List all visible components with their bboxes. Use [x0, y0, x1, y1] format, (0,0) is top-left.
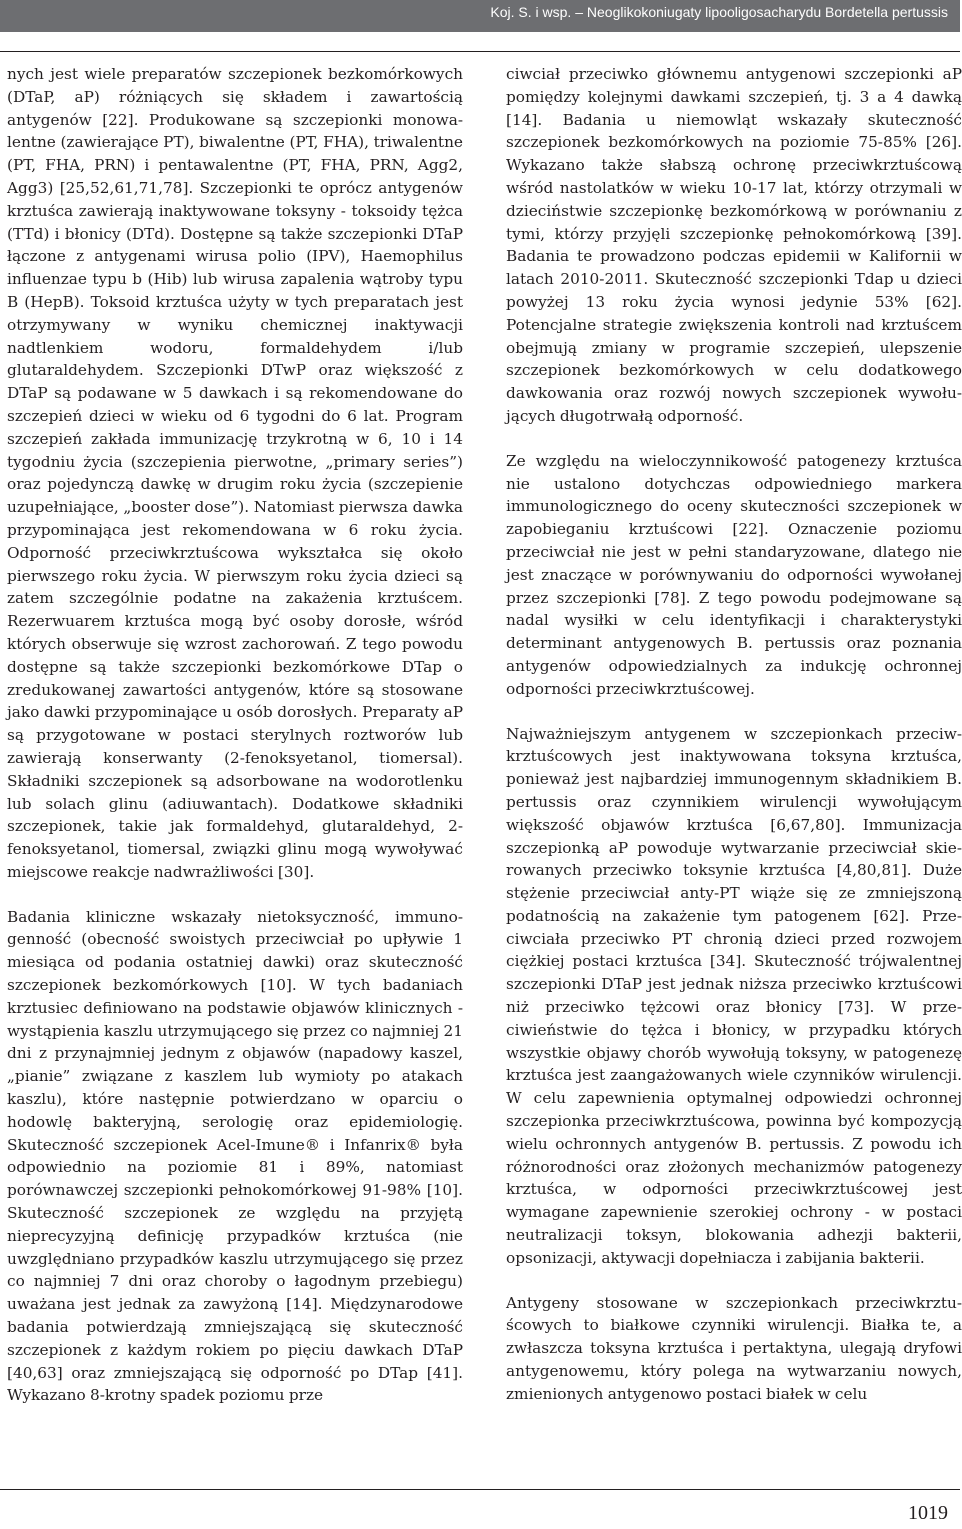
left-column	[7, 63, 463, 1407]
running-head-bar	[0, 0, 960, 32]
right-column	[506, 63, 962, 1406]
body-paragraph: ciwciał przeciwko głównemu antygenowi szczepionki aP pomiędzy kolejnymi dawkami szczepień, tj. 3 a 4 dawką [14]. Badania u niemowląt wskazały skuteczność szczepionek bezkomórkowych na poziomie 75-85% [26]. Wykazano także słabszą ochronę przeciwkrztuścową wśród nastolatków w wieku 10-17 lat, którzy otrzymali w dzieciństwie szczepionkę bezkomórkową w porównaniu z tymi, którzy przyjęli szczepionkę pełnokomórkową [39]. Badania te prowadzono podczas epidemii w Kalifornii w latach 2010-2011. Skuteczność szczepionki Tdap u dzieci powyżej 13 roku życia wynosi jedynie 53% [62]. Potencjalne strategie zwiększenia kontroli nad krztuścem obejmują zmiany w programie szczepień, ulepszenie szczepionek bezkomórkowych w celu dodatkowego dawkowania oraz rozwój nowych szczepionek wywołujących długotrwałą odporność.	[506, 65, 962, 425]
footer-rule	[0, 1489, 960, 1490]
body-paragraph: Najważniejszym antygenem w szczepionkach przeciwkrztuścowych jest inaktywowana toksyna krztuśca, ponieważ jest najbardziej immunogennym składnikiem B. pertussis oraz czynnikiem wirulencji wywołującym większość objawów krztuśca [6,67,80]. Immunizacja szczepionką aP powoduje wytwarzanie przeciwciał skierowanych przeciwko toksynie krztuśca [4,80,81]. Duże stężenie przeciwciał anty-PT wiąże się ze zmniejszoną podatnością na zakażenie tym patogenem [62]. Przeciwciała przeciwko PT chronią dzieci przed rozwojem ciężkiej postaci krztuśca [34]. Skuteczność trójwalentnej szczepionki DTaP jest jednak niższa przeciwko krztuścowi niż przeciwko tężcowi oraz błonicy [73]. W przeciwieństwie do tężca i błonicy, w przypadku których wszystkie objawy chorób wywołują toksyny, w patogenezę krztuśca jest zaangażowanych wiele czynników wirulencji. W celu zapewnienia optymalnej odpowiedzi ochronnej szczepionka przeciwkrztuścowa, powinna być kompozycją wielu ochronnych antygenów B. pertussis. Z powodu ich różnorodności oraz złożonych mechanizmów patogenezy krztuśca, w odporności przeciwkrztuścowej jest wymagane zapewnienie szerokiej ochrony - w postaci neutralizacji toksyn, blokowania adhezji bakterii, opsonizacji, aktywacji dopełniacza i zabijania bakterii.	[506, 724, 962, 1267]
page-number: 1019	[908, 1502, 948, 1524]
body-paragraph: Ze względu na wieloczynnikowość patogenezy krztuśca nie ustalono dotychczas odpowiedniego markera immunologicznego do oceny skuteczności szczepionek w zapobieganiu krztuścowi [22]. Oznaczenie poziomu przeciwciał nie jest w pełni standaryzowane, dlatego nie jest znaczące w porównywaniu do odporności wywołanej przez szczepionki [78]. Z tego powodu podejmowane są nadal wysiłki w celu identyfikacji i charakterystyki determinant antygenowych B. pertussis oraz poznania antygenów odpowiedzialnych za indukcję ochronnej odporności przeciwkrztuścowej.	[506, 451, 962, 698]
body-paragraph: Antygeny stosowane w szczepionkach przeciwkrztuścowych to białkowe czynniki wirulencji. Białka te, a zwłaszcza toksyna krztuśca i pertaktyna, ulegają dryfowi antygenowemu, który polega na wytwarzaniu nowych, zmienionych antygenowo postaci białek w celu	[506, 1293, 962, 1403]
header-rule	[0, 51, 960, 52]
body-paragraph: Badania kliniczne wskazały nietoksyczność, immunogenność (obecność swoistych przeciwciał po upływie 1 miesiąca od podania ostatniej dawki) oraz skuteczność szczepionek bezkomórkowych [10]. W tych badaniach krztusiec definiowano na podstawie objawów klinicznych - wystąpienia kaszlu utrzymującego się przez co najmniej 21 dni z przynajmniej jednym z objawów (napadowy kaszel, „pianie” związane z kaszlem lub wymioty po atakach kaszlu), które następnie potwierdzano w oparciu o hodowlę bakteryjną, serologię oraz epidemiologię. Skuteczność szczepionek Acel-Imune® i Infanrix® była odpowiednio na poziomie 81 i 89%, natomiast porównawczej szczepionki pełnokomórkowej 91-98% [10]. Skuteczność szczepionek ze względu na przyjętą nieprecyzyjną definicję przypadków krztuśca (nie uwzględniano przypadków kaszlu utrzymującego się przez co najmniej 7 dni oraz choroby o łagodnym przebiegu) uważana jest jednak za zawyżoną [14]. Międzynarodowe badania potwierdzają zmniejszającą się skuteczność szczepionek z każdym rokiem po pięciu dawkach DTaP [40,63] oraz zmniejszającą się odporność po DTap [41]. Wykazano 8-krotny spadek poziomu prze	[7, 907, 463, 1405]
running-head: Koj. S. i wsp. – Neoglikokoniugaty lipooligosacharydu Bordetella pertussis	[490, 4, 948, 20]
body-paragraph: nych jest wiele preparatów szczepionek bezkomórkowych (DTaP, aP) różniących się składem i zawartością antygenów [22]. Produkowane są szczepionki monowalentne (zawierające PT), biwalentne (PT, FHA), triwalentne (PT, FHA, PRN) i pentawalentne (PT, FHA, PRN, Agg2, Agg3) [25,52,61,71,78]. Szczepionki te oprócz antygenów krztuśca zawierają inaktywowane toksyny - toksoidy tężca (TTd) i błonicy (DTd). Dostępne są także szczepionki DTaP łączone z antygenami wirusa polio (IPV), Haemophilus influenzae typu b (Hib) lub wirusa zapalenia wątroby typu B (HepB). Toksoid krztuśca użyty w tych preparatach jest otrzymywany w wyniku chemicznej inaktywacji nadtlenkiem wodoru, formaldehydem i/lub glutaraldehydem. Szczepionki DTwP oraz większość z DTaP są podawane w 5 dawkach i są rekomendowane do szczepień dzieci w wieku od 6 tygodni do 6 lat. Program szczepień zakłada immunizację trzykrotną w 6, 10 i 14 tygodniu życia (szczepienia pierwotne, „primary series”) oraz pojedynczą dawkę w drugim roku życia (szczepienie uzupełniające, „booster dose”). Natomiast pierwsza dawka przypominająca jest rekomendowana w 6 roku życia. Odporność przeciwkrztuścowa wykształca się około pierwszego roku życia. W pierwszym roku życia dzieci są zatem szczególnie podatne na zakażenia krztuścem. Rezerwuarem krztuśca mogą być osoby dorosłe, wśród których obserwuje się wzrost zachorowań. Z tego powodu dostępne są także szczepionki bezkomórkowe DTap o zredukowanej zawartości antygenów, które są stosowane jako dawki przypominające u osób dorosłych. Preparaty aP są przygotowane w postaci sterylnych roztworów lub zawierają konserwanty (2-fenoksyetanol, tiomersal). Składniki szczepionek są adsorbowane na wodorotlenku lub solach glinu (adiuwantach). Dodatkowe składniki szczepionek, takie jak formaldehyd, glutaraldehyd, 2-fenoksyetanol, tiomersal, związki glinu mogą wywoływać miejscowe reakcje nadwrażliwości [30].	[7, 65, 463, 881]
